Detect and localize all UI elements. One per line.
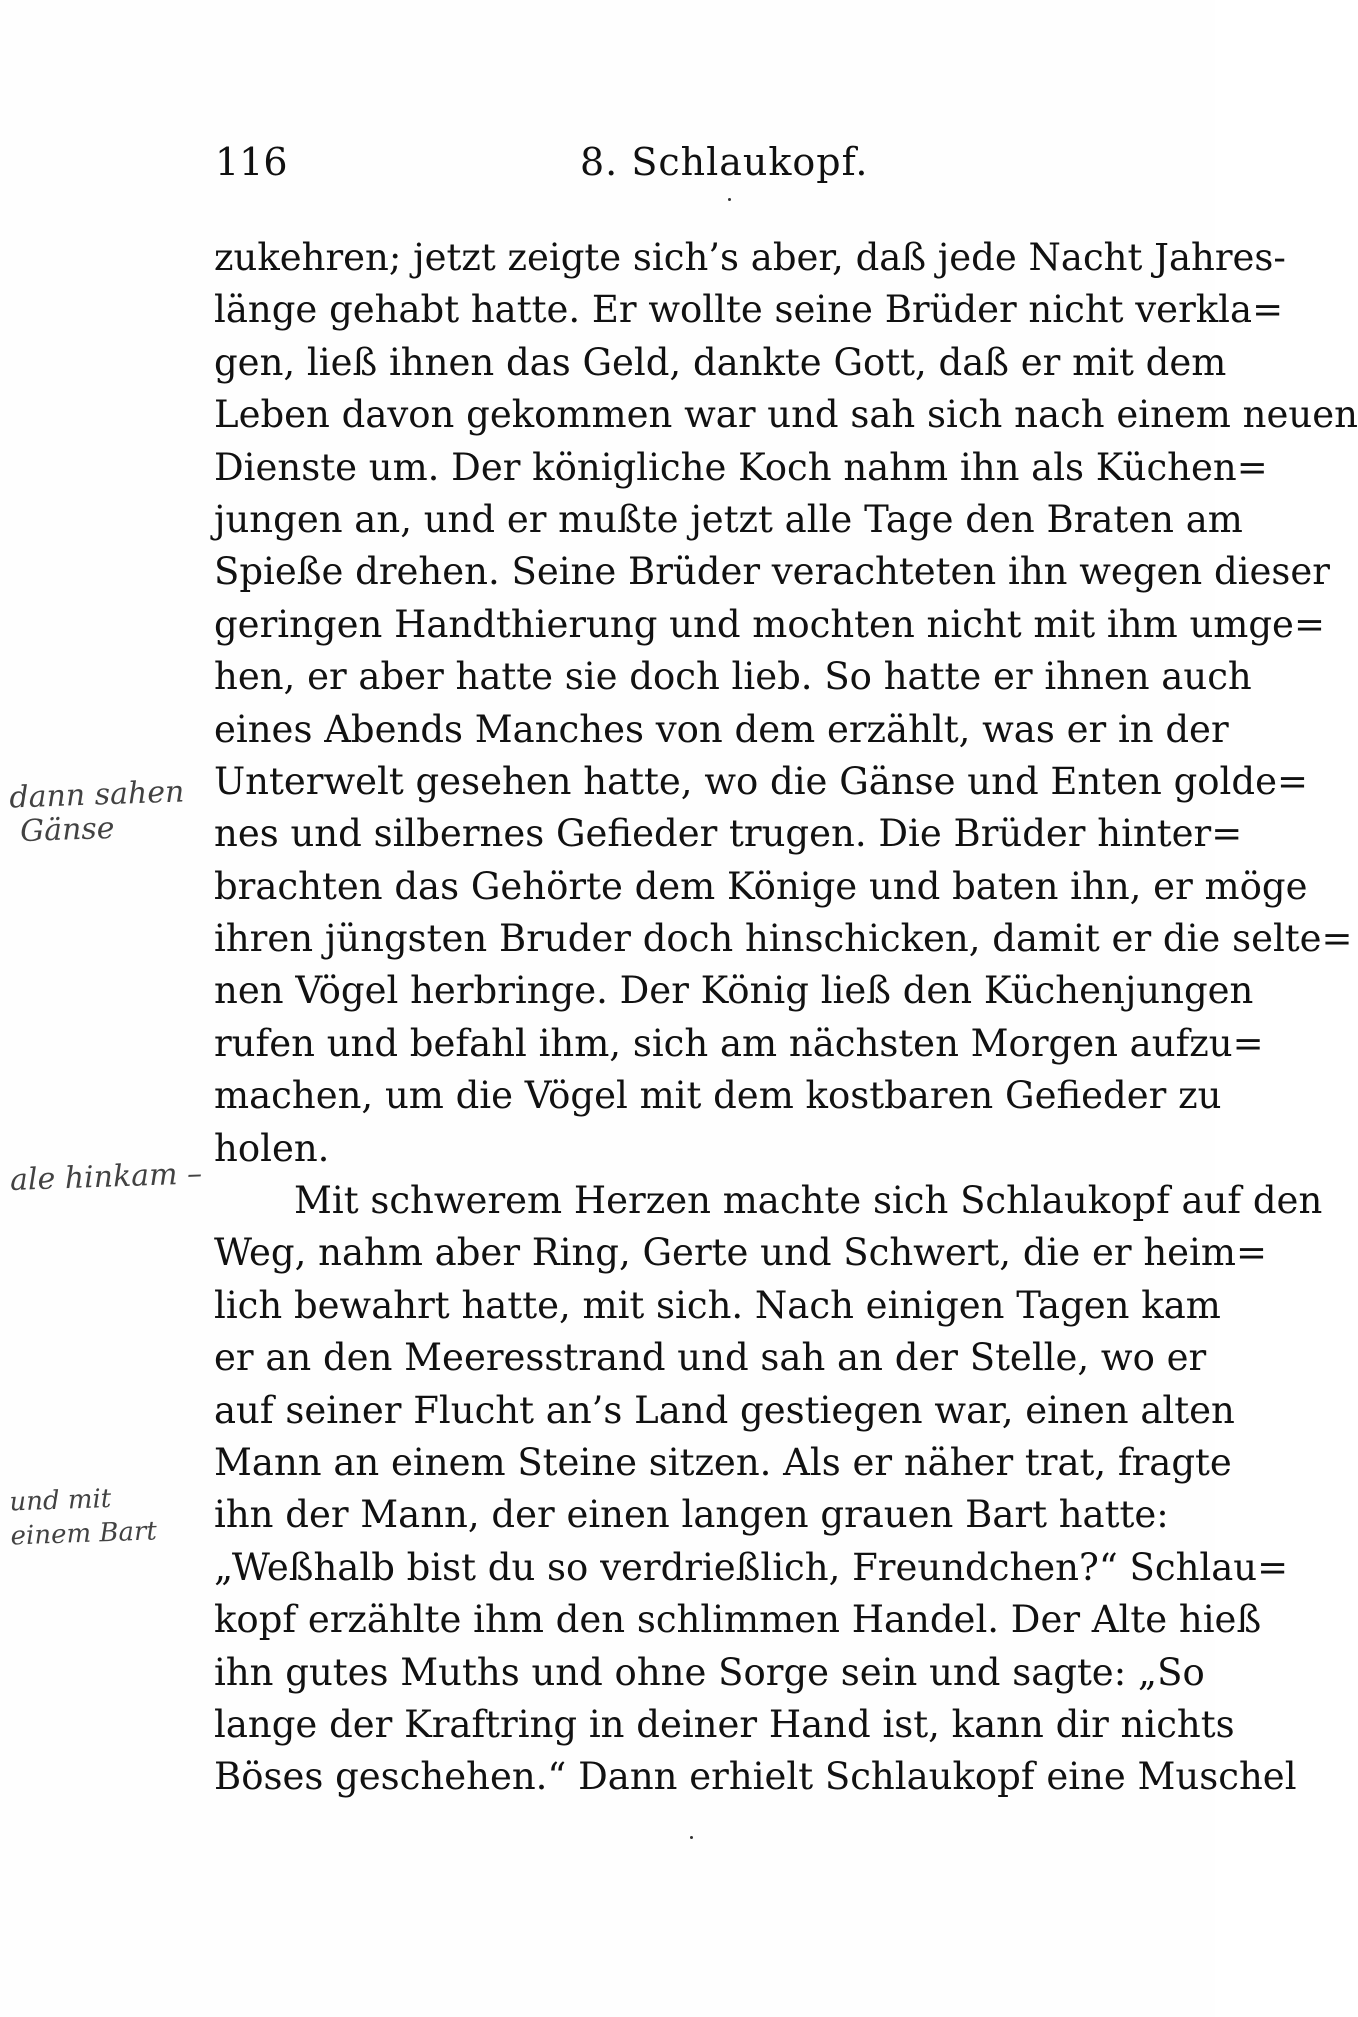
text-line: länge gehabt hatte. Er wollte seine Brüder nicht verkla= <box>214 288 1284 332</box>
text-line: rufen und befahl ihm, sich am nächsten Morgen aufzu= <box>214 1021 1264 1065</box>
text-line: „Weßhalb bist du so verdrießlich, Freundchen?“ Schlau= <box>214 1545 1289 1589</box>
text-line: Böses geschehen.“ Dann erhielt Schlaukopf eine Muschel <box>214 1755 1297 1799</box>
text-line: lich bewahrt hatte, mit sich. Nach einigen Tagen kam <box>214 1283 1221 1327</box>
text-line: lange der Kraftring in deiner Hand ist, kann dir nichts <box>214 1702 1235 1746</box>
text-line: ihren jüngsten Bruder doch hinschicken, damit er die selte= <box>214 917 1353 961</box>
text-line: nes und silbernes Gefieder trugen. Die Brüder hinter= <box>214 812 1243 856</box>
handwritten-margin-note: und mit einem Bart <box>8 1483 158 1552</box>
text-line: Mann an einem Steine sitzen. Als er näher trat, fragte <box>214 1440 1232 1484</box>
paper-speck <box>728 198 731 201</box>
paper-speck <box>690 1836 693 1839</box>
text-line: hen, er aber hatte sie doch lieb. So hatte er ihnen auch <box>214 655 1252 699</box>
text-line: ihn gutes Muths und ohne Sorge sein und sagte: „So <box>214 1650 1205 1694</box>
text-line: jungen an, und er mußte jetzt alle Tage den Braten am <box>214 497 1243 541</box>
text-line: nen Vögel herbringe. Der König ließ den Küchenjungen <box>214 969 1254 1013</box>
running-title: 8. Schlaukopf. <box>580 140 869 184</box>
text-line: brachten das Gehörte dem Könige und baten ihn, er möge <box>214 864 1308 908</box>
text-line: machen, um die Vögel mit dem kostbaren Gefieder zu <box>214 1074 1222 1118</box>
page-number: 116 <box>215 140 288 184</box>
text-line: er an den Meeresstrand und sah an der Stelle, wo er <box>214 1336 1207 1380</box>
text-line: kopf erzählte ihm den schlimmen Handel. Der Alte hieß <box>214 1598 1262 1642</box>
text-line: Weg, nahm aber Ring, Gerte und Schwert, die er heim= <box>214 1231 1267 1275</box>
text-line: auf seiner Flucht an’s Land gestiegen war, einen alten <box>214 1388 1235 1432</box>
text-line: Leben davon gekommen war und sah sich nach einem neuen <box>214 393 1358 437</box>
handwritten-margin-note: dann sahen Gänse <box>8 774 185 850</box>
text-line: eines Abends Manches von dem erzählt, was er in der <box>214 707 1229 751</box>
text-line: Mit schwerem Herzen machte sich Schlaukopf auf den <box>294 1179 1323 1223</box>
text-line: ihn der Mann, der einen langen grauen Bart hatte: <box>214 1493 1169 1537</box>
text-line: holen. <box>214 1126 330 1170</box>
text-line: Dienste um. Der königliche Koch nahm ihn als Küchen= <box>214 445 1268 489</box>
page-header <box>215 140 1135 190</box>
handwritten-margin-note: ale hinkam – <box>9 1156 203 1199</box>
text-line: Unterwelt gesehen hatte, wo die Gänse und Enten golde= <box>214 759 1308 803</box>
text-line: Spieße drehen. Seine Brüder verachteten ihn wegen dieser <box>214 550 1330 594</box>
text-line: zukehren; jetzt zeigte sich’s aber, daß jede Nacht Jahres- <box>214 236 1286 279</box>
text-line: gen, ließ ihnen das Geld, dankte Gott, daß er mit dem <box>214 340 1227 384</box>
body-text <box>214 232 1358 1804</box>
text-line: geringen Handthierung und mochten nicht mit ihm umge= <box>214 602 1325 646</box>
